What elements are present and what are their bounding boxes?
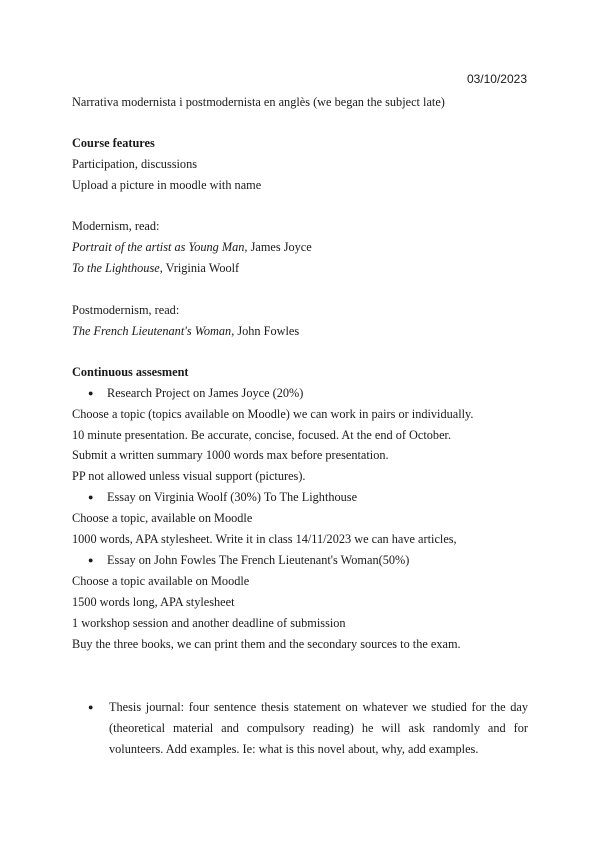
course-features-heading: Course features <box>72 136 155 150</box>
bullet-text: Essay on John Fowles The French Lieutenant's Woman(50%) <box>107 553 410 567</box>
course-feature-item: Upload a picture in moodle with name <box>72 178 262 192</box>
assessment-line: 10 minute presentation. Be accurate, concise, focused. At the end of October. <box>72 428 452 442</box>
book-title: The French Lieutenant's Woman <box>72 324 232 338</box>
postmodernism-book <box>72 323 299 339</box>
book-title: To the Lighthouse <box>72 261 160 275</box>
modernism-book <box>72 260 239 276</box>
book-author: , Vriginia Woolf <box>159 261 240 275</box>
assessment-bullet <box>88 385 303 401</box>
assessment-line: Submit a written summary 1000 words max before presentation. <box>72 448 389 462</box>
postmodernism-heading: Postmodernism, read: <box>72 303 180 317</box>
bullet-icon: ● <box>88 555 94 565</box>
intro-line: Narrativa modernista i postmodernista en anglès (we began the subject late) <box>72 95 445 109</box>
bullet-icon: ● <box>88 702 94 712</box>
bullet-text: Essay on Virginia Woolf (30%) To The Lighthouse <box>107 490 358 504</box>
assessment-line: 1 workshop session and another deadline of submission <box>72 616 346 630</box>
book-author: , James Joyce <box>244 240 312 254</box>
thesis-journal-text: Thesis journal: four sentence thesis statement on whatever we studied for the day (theoretical material and compulsory reading) he will ask randomly and for volunteers. Add examples. Ie: what is this novel about, why, add examples. <box>109 700 528 756</box>
bullet-icon: ● <box>88 388 94 398</box>
book-author: , John Fowles <box>231 324 300 338</box>
bullet-text: Research Project on James Joyce (20%) <box>107 386 304 400</box>
book-title: Portrait of the artist as Young Man <box>72 240 245 254</box>
assessment-line: Buy the three books, we can print them and the secondary sources to the exam. <box>72 637 461 651</box>
bullet-icon: ● <box>88 492 94 502</box>
assessment-bullet <box>88 489 357 505</box>
assessment-line: 1000 words, APA stylesheet. Write it in class 14/11/2023 we can have articles, <box>72 532 457 546</box>
modernism-heading: Modernism, read: <box>72 219 160 233</box>
assessment-line: Choose a topic, available on Moodle <box>72 511 253 525</box>
assessment-line: 1500 words long, APA stylesheet <box>72 595 235 609</box>
assessment-heading: Continuous assesment <box>72 365 189 379</box>
assessment-line: PP not allowed unless visual support (pictures). <box>72 469 306 483</box>
thesis-journal-bullet <box>88 697 528 760</box>
assessment-bullet <box>88 552 409 568</box>
assessment-line: Choose a topic available on Moodle <box>72 574 250 588</box>
course-feature-item: Participation, discussions <box>72 157 198 171</box>
assessment-line: Choose a topic (topics available on Moodle) we can work in pairs or individually. <box>72 407 474 421</box>
modernism-book <box>72 239 312 255</box>
document-date: 03/10/2023 <box>466 72 527 86</box>
